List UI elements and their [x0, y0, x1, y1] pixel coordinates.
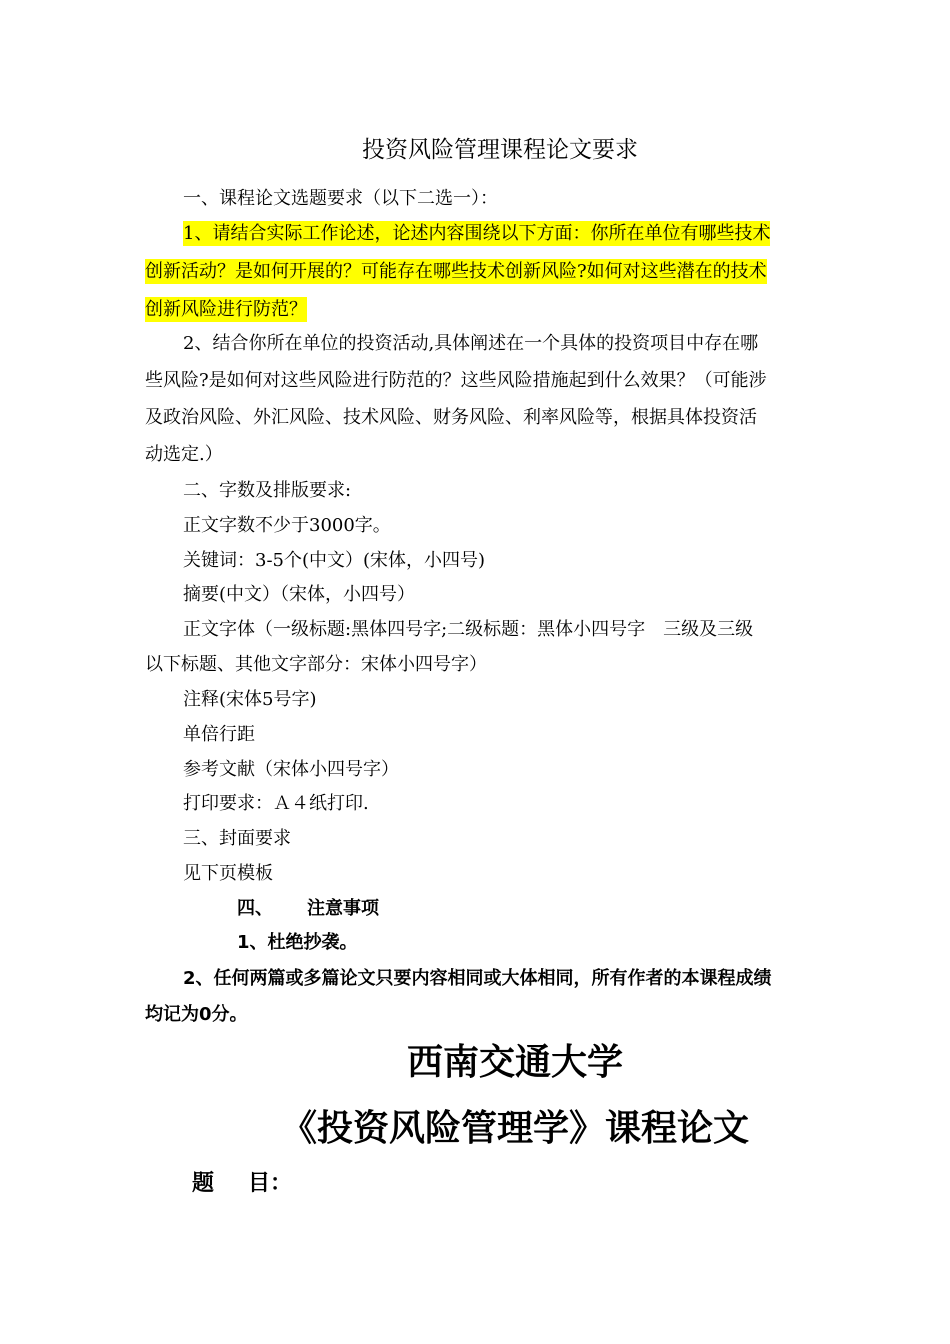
- section4-label: 注意事项: [307, 898, 379, 919]
- note-2-line-2: 均记为0分。: [145, 1004, 248, 1025]
- cover-topic-char-1: 题: [192, 1171, 215, 1196]
- spacing-requirement: 单倍行距: [183, 724, 255, 745]
- references-requirement: 参考文献（宋体小四号字）: [183, 759, 399, 780]
- highlighted-text: 1、请结合实际工作论述，论述内容围绕以下方面：你所在单位有哪些技术: [183, 223, 771, 244]
- template-note: 见下页模板: [183, 863, 273, 884]
- option2-line-1: 2、结合你所在单位的投资活动,具体阐述在一个具体的投资项目中存在哪: [183, 333, 759, 354]
- option2-line-2: 些风险?是如何对这些风险进行防范的？这些风险措施起到什么效果？（可能涉: [145, 370, 767, 391]
- option1-line-1: [183, 221, 815, 247]
- cover-university-name: 西南交通大学: [406, 1042, 623, 1083]
- word-count-requirement: 正文字数不少于3000字。: [183, 515, 391, 536]
- abstract-requirement: 摘要(中文）（宋体，小四号）: [183, 584, 416, 605]
- option2-line-3: 及政治风险、外汇风险、技术风险、财务风险、利率风险等，根据具体投资活: [145, 407, 757, 428]
- option1-line-3: [145, 297, 815, 323]
- cover-topic-char-2: 目：: [248, 1171, 293, 1196]
- option2-line-4: 动选定.）: [145, 444, 223, 465]
- highlighted-text: 创新风险进行防范？: [145, 299, 307, 320]
- print-requirement: 打印要求：Ａ４纸打印.: [183, 793, 369, 814]
- section4-heading: [237, 896, 815, 922]
- body-font-requirement-line-2: 以下标题、其他文字部分：宋体小四号字）: [145, 654, 487, 675]
- cover-course-title: 《投资风险管理学》课程论文: [280, 1108, 749, 1149]
- note-2-line-1: 2、任何两篇或多篇论文只要内容相同或大体相同，所有作者的本课程成绩: [183, 968, 772, 989]
- body-font-requirement-line-1: 正文字体（一级标题:黑体四号字;二级标题：黑体小四号字 三级及三级: [183, 619, 754, 640]
- notes-requirement: 注释(宋体5号字): [183, 689, 317, 710]
- section2-heading: 二、字数及排版要求:: [183, 480, 352, 501]
- section1-heading: 一、课程论文选题要求（以下二选一）：: [183, 188, 498, 209]
- section4-number: 四、: [237, 898, 273, 919]
- option1-line-2: [145, 259, 815, 285]
- highlighted-text: 创新活动？是如何开展的？可能存在哪些技术创新风险?如何对这些潜在的技术: [145, 261, 767, 282]
- cover-topic-field: [192, 1168, 292, 1200]
- document-title: 投资风险管理课程论文要求: [362, 137, 638, 163]
- section3-heading: 三、封面要求: [183, 828, 291, 849]
- keywords-requirement: 关键词：3-5个(中文）(宋体，小四号): [183, 550, 486, 571]
- note-1: 1、杜绝抄袭。: [237, 932, 358, 953]
